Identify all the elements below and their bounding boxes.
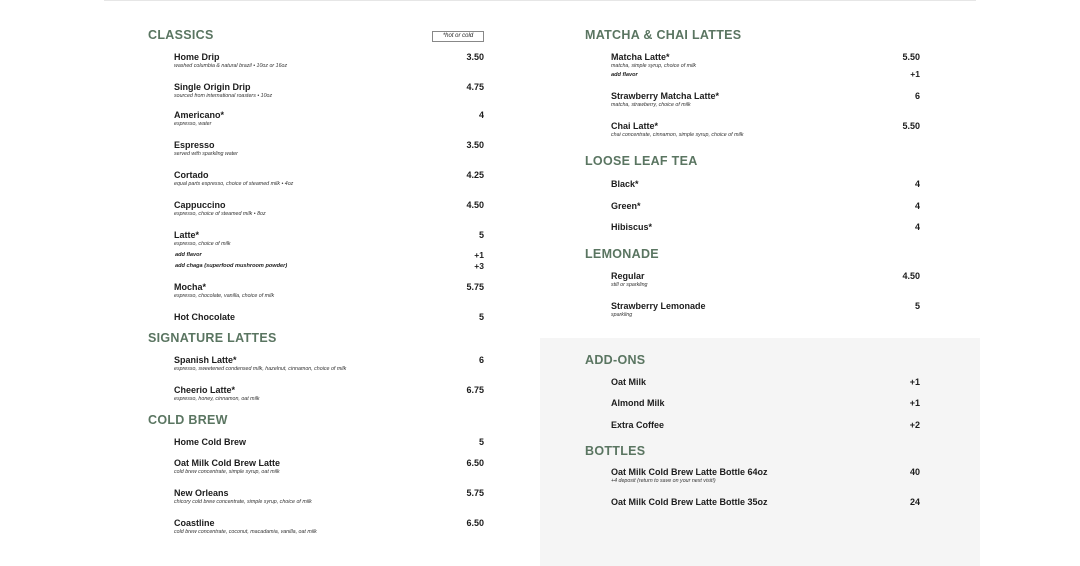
section-title-addons: ADD-ONS [585, 353, 646, 367]
item-name: Black* [611, 179, 639, 189]
item-price: 5.50 [902, 121, 920, 131]
item-price: 4.50 [902, 271, 920, 281]
item-price: 4 [914, 179, 920, 189]
item-desc: sparkling [611, 312, 633, 318]
item-name: Oat Milk Cold Brew Latte [174, 458, 281, 468]
section-title-bottles: BOTTLES [585, 444, 646, 458]
item-desc: cold brew concentrate, simple syrup, oat milk [174, 469, 280, 475]
item-price: 4.50 [466, 200, 484, 210]
item-name: Oat Milk [611, 377, 647, 387]
section-title-tea: LOOSE LEAF TEA [585, 154, 698, 168]
item-price: 5 [478, 230, 484, 240]
item-price: 5 [914, 301, 920, 311]
extra-price: +1 [474, 250, 484, 260]
item-price: 4 [478, 110, 484, 120]
section-title-signature: SIGNATURE LATTES [148, 331, 277, 345]
item-name: Cheerio Latte* [174, 385, 236, 395]
item-name: Regular [611, 271, 645, 281]
item-price: 4 [914, 222, 920, 232]
item-name: New Orleans [174, 488, 229, 498]
extra-label: add chaga (superfood mushroom powder) [175, 263, 288, 269]
item-name: Espresso [174, 140, 215, 150]
item-name: Oat Milk Cold Brew Latte Bottle 64oz [611, 467, 768, 477]
item-price: 5.75 [466, 488, 484, 498]
item-price: 3.50 [466, 52, 484, 62]
item-name: Cortado [174, 170, 209, 180]
item-name: Almond Milk [611, 398, 665, 408]
item-price: 4 [914, 201, 920, 211]
item-desc: chai concentrate, cinnamon, simple syrup, choice of milk [611, 132, 744, 138]
item-name: Extra Coffee [611, 420, 665, 430]
item-price: +1 [909, 377, 920, 387]
item-desc: espresso, water [174, 121, 212, 127]
item-desc: served with sparkling water [174, 151, 238, 157]
extra-label: add flavor [175, 252, 202, 258]
item-name: Single Origin Drip [174, 82, 251, 92]
item-name: Green* [611, 201, 641, 211]
item-name: Hot Chocolate [174, 312, 236, 322]
item-desc: espresso, chocolate, vanilla, choice of milk [174, 293, 275, 299]
item-desc: espresso, sweetened condensed milk, hazelnut, cinnamon, choice of milk [174, 366, 347, 372]
section-title-matcha: MATCHA & CHAI LATTES [585, 28, 742, 42]
extra-label: add flavor [611, 72, 638, 78]
item-name: Spanish Latte* [174, 355, 237, 365]
item-name: Home Cold Brew [174, 437, 247, 447]
item-desc: sourced from international roasters • 10oz [174, 93, 273, 99]
item-price: 6 [914, 91, 920, 101]
item-desc: espresso, choice of milk [174, 241, 231, 247]
item-price: 5.50 [902, 52, 920, 62]
item-desc: washed columbia & natural brazil • 10oz or 16oz [174, 63, 288, 69]
section-title-classics: CLASSICS [148, 28, 214, 42]
item-name: Cappuccino [174, 200, 226, 210]
item-price: 5 [478, 437, 484, 447]
item-name: Chai Latte* [611, 121, 659, 131]
item-price: 5.75 [466, 282, 484, 292]
item-price: 4.25 [466, 170, 484, 180]
item-name: Home Drip [174, 52, 220, 62]
item-price: 4.75 [466, 82, 484, 92]
item-price: 6 [478, 355, 484, 365]
item-desc: chicory cold brew concentrate, simple syrup, choice of milk [174, 499, 312, 505]
item-name: Coastline [174, 518, 215, 528]
item-price: 6.75 [466, 385, 484, 395]
item-price: 40 [909, 467, 920, 477]
section-title-lemonade: LEMONADE [585, 247, 659, 261]
item-desc: cold brew concentrate, coconut, macadamia, vanilla, oat milk [174, 529, 317, 535]
item-name: Strawberry Matcha Latte* [611, 91, 720, 101]
top-divider [104, 0, 976, 1]
item-name: Americano* [174, 110, 225, 120]
item-name: Hibiscus* [611, 222, 653, 232]
item-price: 5 [478, 312, 484, 322]
item-name: Strawberry Lemonade [611, 301, 706, 311]
item-price: +1 [909, 398, 920, 408]
item-name: Matcha Latte* [611, 52, 670, 62]
item-desc: +4 deposit (return to save on your next visit!) [611, 478, 716, 484]
item-desc: espresso, honey, cinnamon, oat milk [174, 396, 260, 402]
hot-or-cold-note: *hot or cold [432, 31, 484, 42]
section-title-coldbrew: COLD BREW [148, 413, 228, 427]
item-desc: matcha, simple syrup, choice of milk [611, 63, 697, 69]
item-desc: espresso, choice of steamed milk • 8oz [174, 211, 266, 217]
item-desc: equal parts espresso, choice of steamed milk • 4oz [174, 181, 294, 187]
item-price: 3.50 [466, 140, 484, 150]
item-price: 24 [909, 497, 920, 507]
item-name: Mocha* [174, 282, 207, 292]
item-name: Latte* [174, 230, 200, 240]
item-price: 6.50 [466, 458, 484, 468]
item-desc: matcha, strawberry, choice of milk [611, 102, 691, 108]
item-name: Oat Milk Cold Brew Latte Bottle 35oz [611, 497, 768, 507]
item-price: +2 [909, 420, 920, 430]
item-desc: still or sparkling [611, 282, 648, 288]
extra-price: +3 [474, 261, 484, 271]
item-price: 6.50 [466, 518, 484, 528]
extra-price: +1 [910, 69, 920, 79]
